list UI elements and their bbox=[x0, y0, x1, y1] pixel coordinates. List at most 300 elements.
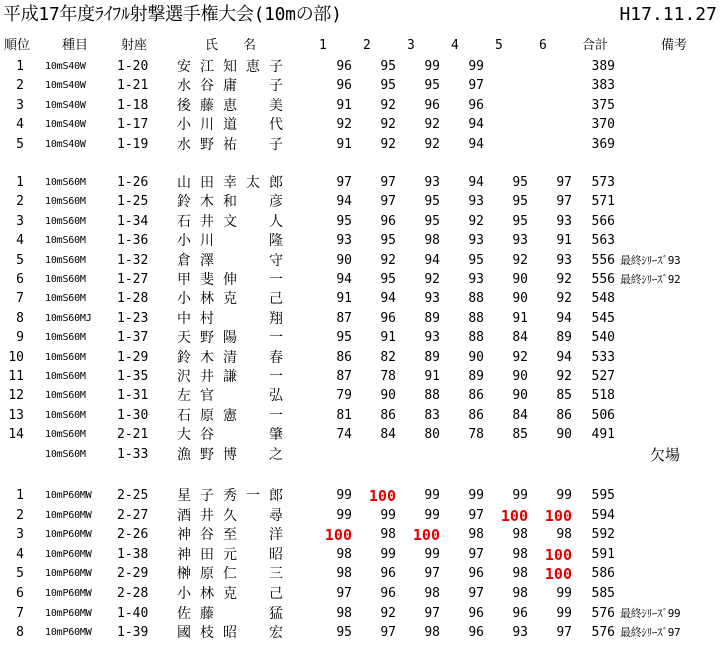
name-char: 倉 bbox=[177, 252, 191, 269]
name-char: 田 bbox=[200, 546, 214, 563]
event-cell: 10mP60MW bbox=[45, 509, 92, 521]
score-cell: 84 bbox=[380, 427, 396, 443]
score-cell: 92 bbox=[512, 349, 528, 365]
event-cell: 10mS60M bbox=[45, 429, 86, 441]
name-char: 斐 bbox=[200, 272, 214, 288]
header-name-mei: 名 bbox=[243, 38, 257, 53]
score-cell: 95 bbox=[512, 175, 528, 190]
name-cell bbox=[177, 507, 283, 525]
score-cell: 86 bbox=[468, 388, 484, 404]
name-char: 野 bbox=[200, 330, 214, 347]
name-char: 漁 bbox=[177, 446, 191, 463]
name-char bbox=[246, 546, 260, 564]
score-cell: 90 bbox=[468, 349, 484, 365]
name-char: 江 bbox=[200, 59, 214, 75]
seat-cell: 1-37 bbox=[117, 330, 149, 346]
score-cell: 98 bbox=[336, 566, 352, 582]
score-cell: 91 bbox=[424, 369, 440, 384]
name-char: 一 bbox=[269, 272, 283, 288]
score-cell: 86 bbox=[336, 349, 352, 365]
rank-cell: 4 bbox=[16, 233, 24, 249]
name-char: 谷 bbox=[200, 527, 214, 544]
total-cell: 586 bbox=[591, 566, 615, 582]
event-cell: 10mP60MW bbox=[45, 627, 92, 639]
score-cell: 99 bbox=[424, 507, 440, 523]
score-cell: 97 bbox=[336, 586, 352, 601]
rank-cell: 12 bbox=[8, 388, 24, 404]
name-char: 原 bbox=[200, 566, 214, 583]
score-cell: 98 bbox=[424, 586, 440, 601]
name-char: 原 bbox=[200, 407, 214, 424]
score-cell: 89 bbox=[424, 349, 440, 365]
score-cell: 93 bbox=[424, 291, 440, 307]
seat-cell: 1-27 bbox=[117, 272, 149, 287]
event-cell: 10mS60M bbox=[45, 409, 86, 421]
name-char bbox=[246, 585, 260, 603]
score-cell: 97 bbox=[468, 78, 484, 94]
score-cell: 92 bbox=[380, 117, 396, 133]
score-cell: 79 bbox=[336, 388, 352, 404]
name-char: 鈴 bbox=[177, 194, 191, 211]
score-cell: 92 bbox=[380, 605, 396, 621]
name-char: 小 bbox=[177, 117, 191, 134]
score-cell: 95 bbox=[380, 272, 396, 287]
score-cell: 88 bbox=[468, 330, 484, 346]
score-cell: 92 bbox=[512, 252, 528, 268]
name-cell bbox=[177, 193, 283, 211]
seat-cell: 1-40 bbox=[117, 605, 149, 621]
total-cell: 518 bbox=[591, 388, 615, 404]
name-char: 昭 bbox=[223, 625, 237, 642]
seat-cell: 1-36 bbox=[117, 233, 149, 249]
event-cell: 10mS40W bbox=[45, 99, 86, 111]
total-cell: 491 bbox=[591, 427, 615, 443]
total-cell: 540 bbox=[591, 330, 615, 346]
score-cell: 90 bbox=[556, 427, 572, 443]
name-char: 恵 bbox=[246, 59, 260, 75]
name-char: 川 bbox=[200, 117, 214, 134]
score-cell: 97 bbox=[556, 194, 572, 210]
name-char: 小 bbox=[177, 586, 191, 602]
name-cell bbox=[177, 252, 283, 270]
seat-cell: 1-38 bbox=[117, 546, 149, 562]
name-char: 井 bbox=[200, 369, 214, 385]
score-cell: 92 bbox=[380, 252, 396, 268]
score-cell: 94 bbox=[468, 117, 484, 133]
score-cell: 96 bbox=[468, 625, 484, 641]
rank-cell: 5 bbox=[16, 136, 24, 152]
name-cell bbox=[177, 349, 283, 367]
score-cell: 100 bbox=[368, 487, 396, 505]
event-cell: 10mS60M bbox=[45, 235, 86, 247]
name-char: 水 bbox=[177, 136, 191, 153]
score-cell: 98 bbox=[424, 625, 440, 641]
name-char: 道 bbox=[223, 117, 237, 134]
score-cell: 96 bbox=[380, 566, 396, 582]
name-char: 謙 bbox=[223, 369, 237, 385]
table-row bbox=[0, 174, 725, 192]
score-cell: 93 bbox=[424, 330, 440, 346]
rank-cell: 7 bbox=[16, 605, 24, 621]
name-cell bbox=[177, 232, 283, 250]
name-char: 和 bbox=[223, 194, 237, 211]
event-cell: 10mP60MW bbox=[45, 568, 92, 580]
score-cell: 95 bbox=[424, 194, 440, 210]
score-cell: 96 bbox=[336, 78, 352, 94]
seat-cell: 2-25 bbox=[117, 488, 149, 503]
score-cell: 87 bbox=[336, 310, 352, 326]
score-cell: 99 bbox=[556, 605, 572, 621]
name-char: 清 bbox=[223, 349, 237, 366]
header-event: 種目 bbox=[62, 38, 89, 53]
name-char bbox=[223, 605, 237, 623]
name-char: 神 bbox=[177, 527, 191, 544]
score-cell: 95 bbox=[512, 194, 528, 210]
score-cell: 99 bbox=[424, 488, 440, 503]
name-char: 翔 bbox=[269, 310, 283, 327]
note-cell: 最終ｼﾘｰｽﾞ93 bbox=[620, 253, 681, 267]
seat-cell: 1-25 bbox=[117, 194, 149, 210]
event-cell: 10mP60MW bbox=[45, 607, 92, 619]
name-char bbox=[223, 310, 237, 328]
name-char bbox=[223, 252, 237, 270]
rank-cell: 3 bbox=[16, 97, 24, 113]
score-cell: 97 bbox=[556, 175, 572, 190]
score-cell: 94 bbox=[556, 349, 572, 365]
header-name-sei: 氏 bbox=[205, 38, 219, 53]
score-cell: 99 bbox=[468, 488, 484, 503]
score-cell: 92 bbox=[424, 136, 440, 152]
score-cell: 92 bbox=[336, 117, 352, 133]
event-cell: 10mS40W bbox=[45, 119, 86, 131]
score-cell: 94 bbox=[380, 291, 396, 307]
score-cell: 99 bbox=[380, 507, 396, 523]
score-cell: 91 bbox=[336, 97, 352, 113]
score-cell: 95 bbox=[424, 213, 440, 229]
name-char: 宏 bbox=[269, 625, 283, 642]
score-cell: 91 bbox=[336, 291, 352, 307]
score-cell: 95 bbox=[336, 330, 352, 346]
seat-cell: 1-23 bbox=[117, 310, 149, 326]
name-cell bbox=[177, 605, 283, 623]
rank-cell: 1 bbox=[16, 59, 24, 74]
name-char bbox=[246, 426, 260, 444]
score-cell: 91 bbox=[336, 136, 352, 152]
score-cell: 90 bbox=[512, 369, 528, 384]
name-cell bbox=[177, 116, 283, 134]
table-row bbox=[0, 349, 725, 367]
score-cell: 93 bbox=[468, 233, 484, 249]
name-cell bbox=[177, 446, 283, 464]
name-char: 郎 bbox=[269, 175, 283, 191]
table-row bbox=[0, 136, 725, 154]
score-cell: 97 bbox=[380, 625, 396, 641]
name-char: 中 bbox=[177, 310, 191, 327]
rank-cell: 4 bbox=[16, 546, 24, 562]
total-cell: 595 bbox=[591, 488, 615, 503]
table-row bbox=[0, 624, 725, 642]
score-cell: 90 bbox=[380, 388, 396, 404]
seat-cell: 2-21 bbox=[117, 427, 149, 443]
rank-cell: 1 bbox=[16, 488, 24, 503]
name-char bbox=[223, 387, 237, 405]
total-cell: 591 bbox=[591, 546, 615, 562]
total-cell: 592 bbox=[591, 527, 615, 543]
name-char bbox=[246, 77, 260, 95]
table-row bbox=[0, 507, 725, 525]
rank-cell: 2 bbox=[16, 194, 24, 210]
score-cell: 98 bbox=[336, 546, 352, 562]
name-cell bbox=[177, 271, 283, 289]
name-char: 之 bbox=[269, 446, 283, 463]
note-cell: 最終ｼﾘｰｽﾞ97 bbox=[620, 626, 681, 640]
table-row bbox=[0, 526, 725, 544]
score-cell: 99 bbox=[556, 488, 572, 503]
rank-cell: 7 bbox=[16, 291, 24, 307]
name-cell bbox=[177, 368, 283, 386]
seat-cell: 1-33 bbox=[117, 446, 149, 462]
event-cell: 10mP60MW bbox=[45, 529, 92, 541]
name-char bbox=[246, 271, 260, 289]
name-char bbox=[246, 97, 260, 115]
header-total: 合計 bbox=[582, 38, 609, 53]
name-char: 藤 bbox=[200, 605, 214, 622]
score-cell: 89 bbox=[468, 369, 484, 384]
event-cell: 10mS60M bbox=[45, 371, 86, 382]
score-cell: 95 bbox=[336, 625, 352, 641]
name-char: 克 bbox=[223, 291, 237, 308]
name-char: 庸 bbox=[223, 78, 237, 95]
score-cell: 93 bbox=[556, 213, 572, 229]
event-cell: 10mS60M bbox=[45, 254, 86, 266]
total-cell: 576 bbox=[591, 625, 615, 641]
score-cell: 95 bbox=[380, 78, 396, 94]
score-cell: 100 bbox=[324, 526, 352, 545]
table-row bbox=[0, 426, 725, 444]
name-cell bbox=[177, 387, 283, 405]
score-cell: 99 bbox=[336, 507, 352, 523]
name-char: 小 bbox=[177, 291, 191, 308]
score-cell: 93 bbox=[512, 625, 528, 641]
name-char: 野 bbox=[200, 136, 214, 153]
event-cell: 10mS60M bbox=[45, 332, 86, 344]
score-cell: 91 bbox=[556, 233, 572, 249]
score-cell: 94 bbox=[556, 310, 572, 326]
table-row bbox=[0, 193, 725, 211]
score-cell: 99 bbox=[336, 488, 352, 503]
score-cell: 98 bbox=[512, 566, 528, 582]
name-cell bbox=[177, 58, 283, 76]
name-char: 官 bbox=[200, 388, 214, 405]
rank-cell: 3 bbox=[16, 527, 24, 543]
total-cell: 545 bbox=[591, 310, 615, 326]
name-char: 榊 bbox=[177, 566, 191, 583]
score-cell: 96 bbox=[380, 586, 396, 601]
seat-cell: 1-30 bbox=[117, 407, 149, 423]
name-char: 川 bbox=[200, 233, 214, 250]
name-char: 肇 bbox=[269, 427, 283, 444]
rank-cell: 10 bbox=[8, 349, 24, 365]
table-row bbox=[0, 97, 725, 115]
score-cell: 88 bbox=[468, 291, 484, 307]
score-cell: 97 bbox=[424, 605, 440, 621]
name-cell bbox=[177, 97, 283, 115]
total-cell: 576 bbox=[591, 605, 615, 621]
score-cell: 85 bbox=[512, 427, 528, 443]
score-cell: 91 bbox=[512, 310, 528, 326]
name-cell bbox=[177, 174, 283, 192]
event-cell: 10mS60M bbox=[45, 177, 86, 188]
score-cell: 93 bbox=[424, 175, 440, 190]
rank-cell: 5 bbox=[16, 566, 24, 582]
table-row bbox=[0, 605, 725, 623]
event-cell: 10mP60MW bbox=[45, 490, 92, 501]
name-char: 木 bbox=[200, 194, 214, 211]
score-cell: 94 bbox=[336, 194, 352, 210]
name-cell bbox=[177, 213, 283, 231]
score-cell: 89 bbox=[556, 330, 572, 346]
name-char: 守 bbox=[269, 252, 283, 269]
table-row bbox=[0, 585, 725, 603]
table-row bbox=[0, 565, 725, 583]
event-cell: 10mS60M bbox=[45, 351, 86, 363]
rank-cell: 2 bbox=[16, 507, 24, 523]
name-char bbox=[246, 605, 260, 623]
table-row bbox=[0, 271, 725, 289]
name-char: 澤 bbox=[200, 252, 214, 269]
score-cell: 92 bbox=[424, 272, 440, 287]
rank-cell: 8 bbox=[16, 625, 24, 641]
name-char: 藤 bbox=[200, 97, 214, 114]
name-char: 猛 bbox=[269, 605, 283, 622]
score-cell: 84 bbox=[512, 330, 528, 346]
score-cell: 78 bbox=[380, 369, 396, 384]
name-char: 至 bbox=[223, 527, 237, 544]
score-cell: 93 bbox=[468, 194, 484, 210]
name-char: 博 bbox=[223, 446, 237, 463]
name-char bbox=[246, 387, 260, 405]
name-char: 子 bbox=[269, 59, 283, 75]
score-cell: 94 bbox=[468, 175, 484, 190]
rank-cell: 2 bbox=[16, 78, 24, 94]
name-char: 元 bbox=[223, 546, 237, 563]
seat-cell: 1-17 bbox=[117, 117, 149, 133]
score-cell: 83 bbox=[424, 407, 440, 423]
rank-cell: 3 bbox=[16, 213, 24, 229]
event-cell: 10mS60M bbox=[45, 196, 86, 208]
event-cell: 10mP60MW bbox=[45, 588, 92, 599]
name-char: 林 bbox=[200, 291, 214, 308]
rank-cell: 1 bbox=[16, 175, 24, 190]
total-cell: 389 bbox=[591, 59, 615, 74]
event-cell: 10mS60M bbox=[45, 448, 86, 460]
name-char: 子 bbox=[200, 488, 214, 504]
score-cell: 88 bbox=[424, 388, 440, 404]
score-cell: 99 bbox=[424, 546, 440, 562]
total-cell: 556 bbox=[591, 272, 615, 287]
score-cell: 95 bbox=[512, 213, 528, 229]
score-cell: 97 bbox=[556, 625, 572, 641]
name-char: 後 bbox=[177, 97, 191, 114]
name-char: 小 bbox=[177, 233, 191, 250]
name-char: 祐 bbox=[223, 136, 237, 153]
name-char: 陽 bbox=[223, 330, 237, 347]
score-cell: 99 bbox=[380, 546, 396, 562]
name-char bbox=[246, 446, 260, 464]
name-cell bbox=[177, 77, 283, 95]
name-char bbox=[246, 252, 260, 270]
score-cell: 86 bbox=[380, 407, 396, 423]
table-row bbox=[0, 213, 725, 231]
rank-cell: 13 bbox=[8, 407, 24, 423]
name-cell bbox=[177, 136, 283, 154]
name-char: 石 bbox=[177, 213, 191, 230]
name-char: 石 bbox=[177, 407, 191, 424]
total-cell: 585 bbox=[591, 586, 615, 601]
name-char: 仁 bbox=[223, 566, 237, 583]
score-cell: 97 bbox=[468, 586, 484, 601]
name-char: 伸 bbox=[223, 272, 237, 288]
score-cell: 96 bbox=[468, 566, 484, 582]
name-char: 佐 bbox=[177, 605, 191, 622]
score-cell: 96 bbox=[468, 605, 484, 621]
score-cell: 84 bbox=[512, 407, 528, 423]
total-cell: 594 bbox=[591, 507, 615, 523]
name-cell bbox=[177, 624, 283, 642]
score-cell: 97 bbox=[380, 194, 396, 210]
score-cell: 92 bbox=[556, 291, 572, 307]
name-char bbox=[246, 349, 260, 367]
name-char: 酒 bbox=[177, 507, 191, 524]
score-cell: 81 bbox=[336, 407, 352, 423]
name-char bbox=[246, 329, 260, 347]
score-cell: 74 bbox=[336, 427, 352, 443]
name-char: 村 bbox=[200, 310, 214, 327]
score-cell: 95 bbox=[468, 252, 484, 268]
score-cell: 92 bbox=[380, 136, 396, 152]
score-cell: 96 bbox=[424, 97, 440, 113]
name-char: 昭 bbox=[269, 546, 283, 563]
name-cell bbox=[177, 310, 283, 328]
score-cell: 96 bbox=[380, 213, 396, 229]
score-cell: 98 bbox=[380, 527, 396, 543]
score-cell: 87 bbox=[336, 369, 352, 384]
score-cell: 92 bbox=[468, 213, 484, 229]
name-char: 憲 bbox=[223, 407, 237, 424]
name-char: 田 bbox=[200, 175, 214, 191]
name-char: 隆 bbox=[269, 233, 283, 250]
name-char: 人 bbox=[269, 213, 283, 230]
table-row bbox=[0, 77, 725, 95]
table-row bbox=[0, 329, 725, 347]
score-cell: 90 bbox=[336, 252, 352, 268]
name-char: 星 bbox=[177, 488, 191, 504]
name-char: 己 bbox=[269, 586, 283, 602]
score-cell: 96 bbox=[468, 97, 484, 113]
score-cell: 100 bbox=[544, 545, 572, 564]
header-score-4: 4 bbox=[451, 38, 459, 53]
score-cell: 90 bbox=[512, 272, 528, 287]
score-cell: 82 bbox=[380, 349, 396, 365]
score-cell: 91 bbox=[380, 330, 396, 346]
name-char: 天 bbox=[177, 330, 191, 347]
total-cell: 533 bbox=[591, 349, 615, 365]
seat-cell: 1-19 bbox=[117, 136, 149, 152]
name-char: 春 bbox=[269, 349, 283, 366]
name-char bbox=[246, 507, 260, 525]
seat-cell: 2-26 bbox=[117, 527, 149, 543]
name-char: 子 bbox=[269, 136, 283, 153]
